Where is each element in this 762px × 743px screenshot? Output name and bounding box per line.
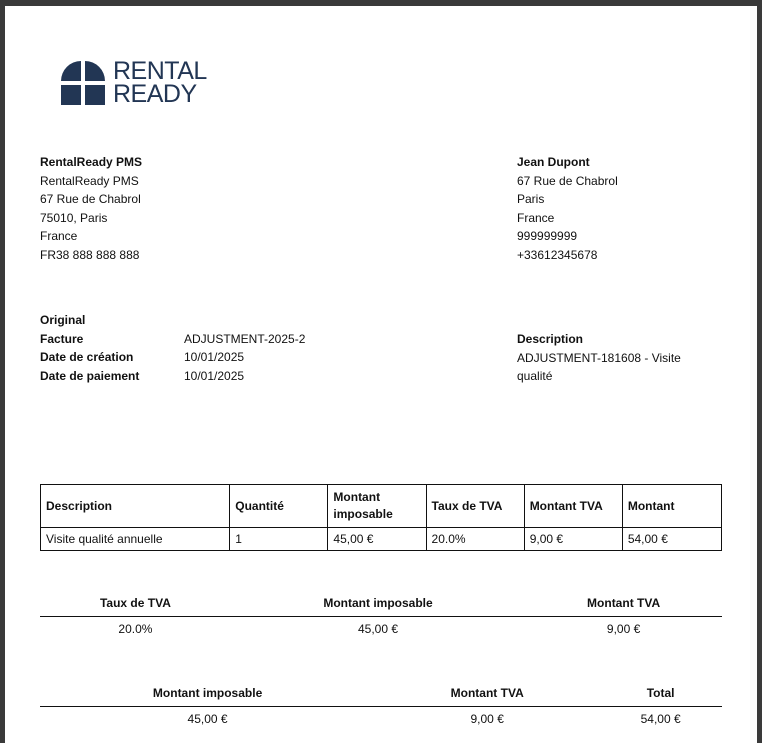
column-header: Taux de TVA bbox=[426, 485, 524, 528]
invoice-label: Facture bbox=[40, 331, 84, 346]
line-items-table bbox=[40, 484, 722, 551]
vat-summary-table bbox=[40, 595, 722, 637]
logo-line-2: READY bbox=[113, 80, 197, 108]
table-cell: 9,00 € bbox=[606, 622, 641, 636]
table-cell: 45,00 € bbox=[187, 712, 228, 726]
table-cell: 20.0% bbox=[118, 622, 153, 636]
invoice-number: ADJUSTMENT-2025-2 bbox=[184, 331, 306, 346]
seller-line: RentalReady PMS bbox=[40, 173, 139, 188]
table-row bbox=[40, 617, 722, 638]
seller-line: 67 Rue de Chabrol bbox=[40, 192, 141, 207]
payment-date-value: 10/01/2025 bbox=[184, 368, 245, 383]
table-cell: 54,00 € bbox=[622, 528, 721, 551]
buyer-address bbox=[517, 153, 618, 265]
table-cell: 9,00 € bbox=[524, 528, 622, 551]
column-header: Description bbox=[41, 485, 230, 528]
description-label: Description bbox=[517, 332, 584, 346]
column-header: Montant TVA bbox=[524, 485, 622, 528]
buyer-line: 999999999 bbox=[517, 229, 578, 244]
table-header-row bbox=[41, 485, 722, 528]
created-date-label: Date de création bbox=[40, 350, 134, 365]
table-cell: Visite qualité annuelle bbox=[41, 528, 230, 551]
invoice-page bbox=[5, 6, 757, 743]
total-amount: 54,00 € bbox=[640, 712, 681, 726]
description-value: ADJUSTMENT-181608 - Visite qualité bbox=[517, 350, 681, 384]
column-header: Montant imposable bbox=[40, 685, 375, 707]
totals-table bbox=[40, 685, 722, 727]
column-header: Taux de TVA bbox=[40, 595, 231, 617]
table-cell: 9,00 € bbox=[470, 712, 504, 726]
table-cell: 45,00 € bbox=[328, 528, 426, 551]
seller-line: France bbox=[40, 229, 78, 244]
column-header: Montant bbox=[622, 485, 721, 528]
seller-name: RentalReady PMS bbox=[40, 155, 143, 169]
vat-summary-header-row bbox=[40, 595, 722, 617]
original-label: Original bbox=[40, 313, 86, 327]
column-header: Montant TVA bbox=[375, 685, 599, 707]
column-header: Montant TVA bbox=[525, 595, 722, 617]
invoice-description bbox=[517, 330, 707, 386]
company-logo bbox=[61, 57, 207, 108]
logo-wordmark bbox=[113, 57, 207, 108]
table-row bbox=[40, 707, 722, 728]
buyer-line: Paris bbox=[517, 192, 545, 207]
logo-line-1: RENTAL bbox=[113, 57, 207, 85]
seller-line: 75010, Paris bbox=[40, 210, 108, 225]
table-row bbox=[41, 528, 722, 551]
rentalready-logo-icon bbox=[61, 61, 105, 105]
buyer-name: Jean Dupont bbox=[517, 155, 590, 169]
buyer-phone: +33612345678 bbox=[517, 247, 598, 262]
seller-address bbox=[40, 153, 142, 265]
column-header: Quantité bbox=[230, 485, 328, 528]
seller-vat-number: FR38 888 888 888 bbox=[40, 247, 140, 262]
buyer-line: 67 Rue de Chabrol bbox=[517, 173, 618, 188]
totals-header-row bbox=[40, 685, 722, 707]
table-cell: 45,00 € bbox=[358, 622, 399, 636]
buyer-line: France bbox=[517, 210, 555, 225]
payment-date-label: Date de paiement bbox=[40, 368, 140, 383]
invoice-meta bbox=[40, 311, 305, 385]
column-header: Total bbox=[599, 685, 722, 707]
column-header: Montant imposable bbox=[231, 595, 525, 617]
column-header: Montant imposable bbox=[328, 485, 426, 528]
table-cell: 20.0% bbox=[426, 528, 524, 551]
created-date-value: 10/01/2025 bbox=[184, 350, 245, 365]
table-cell: 1 bbox=[230, 528, 328, 551]
